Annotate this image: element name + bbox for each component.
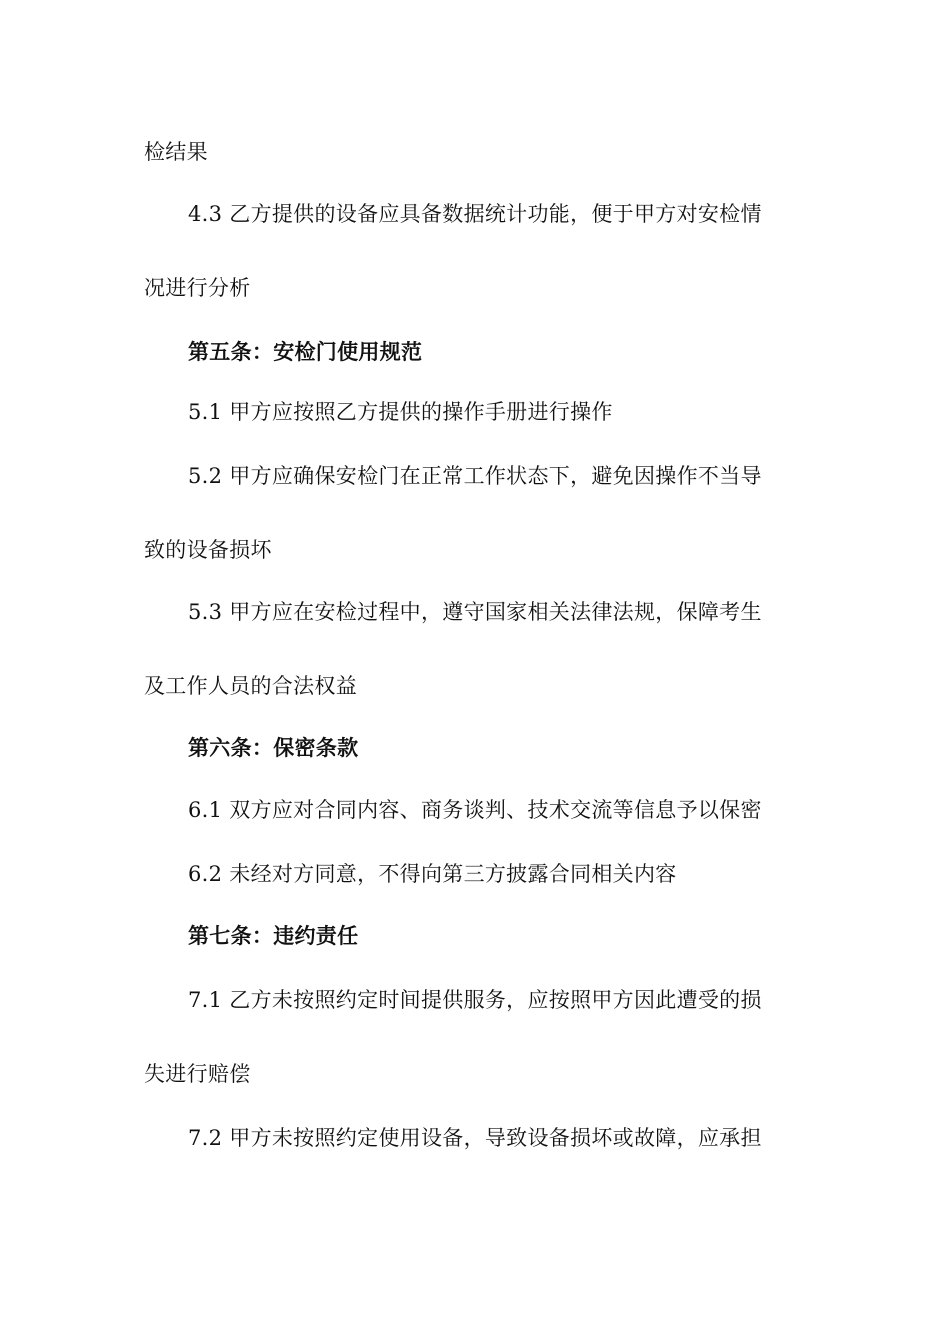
clause-6-2: 6.2 未经对方同意，不得向第三方披露合同相关内容 bbox=[188, 862, 677, 886]
section-heading-article-7: 第七条：违约责任 bbox=[188, 924, 359, 948]
paragraph-continuation: 失进行赔偿 bbox=[144, 1062, 251, 1086]
paragraph-continuation: 况进行分析 bbox=[144, 276, 251, 300]
clause-6-1: 6.1 双方应对合同内容、商务谈判、技术交流等信息予以保密 bbox=[188, 798, 762, 822]
paragraph-continuation: 致的设备损坏 bbox=[144, 538, 272, 562]
clause-5-1: 5.1 甲方应按照乙方提供的操作手册进行操作 bbox=[188, 400, 613, 424]
clause-7-1: 7.1 乙方未按照约定时间提供服务，应按照甲方因此遭受的损 bbox=[188, 988, 762, 1012]
section-heading-article-6: 第六条：保密条款 bbox=[188, 736, 359, 760]
clause-7-2: 7.2 甲方未按照约定使用设备，导致设备损坏或故障，应承担 bbox=[188, 1126, 762, 1150]
clause-5-2: 5.2 甲方应确保安检门在正常工作状态下，避免因操作不当导 bbox=[188, 464, 762, 488]
section-heading-article-5: 第五条：安检门使用规范 bbox=[188, 340, 423, 364]
paragraph-continuation: 检结果 bbox=[144, 140, 208, 164]
clause-5-3: 5.3 甲方应在安检过程中，遵守国家相关法律法规，保障考生 bbox=[188, 600, 762, 624]
clause-4-3: 4.3 乙方提供的设备应具备数据统计功能，便于甲方对安检情 bbox=[188, 202, 762, 226]
paragraph-continuation: 及工作人员的合法权益 bbox=[144, 674, 357, 698]
